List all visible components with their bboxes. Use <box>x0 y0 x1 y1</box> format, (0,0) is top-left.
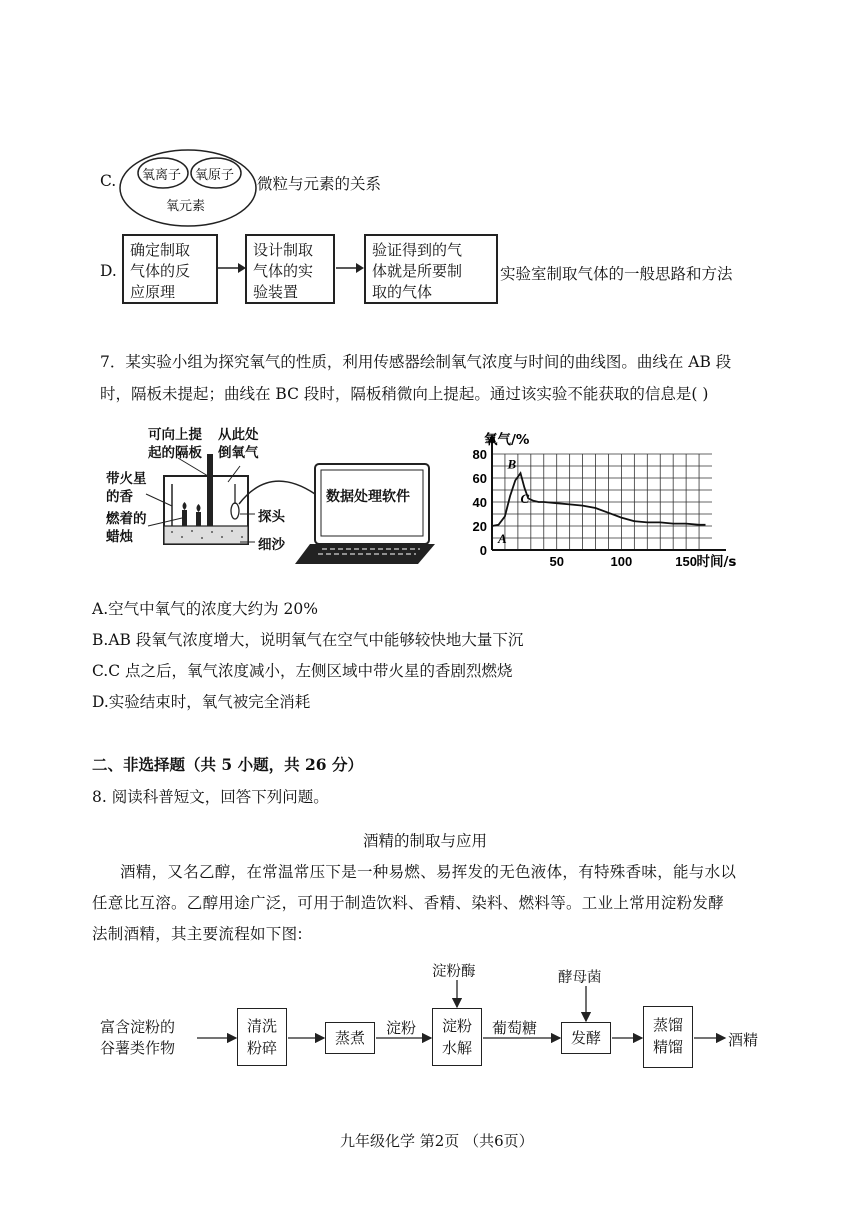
label-line: 精馏 <box>652 1038 683 1056</box>
oxygen-ion-label: 氧离子 <box>142 168 182 183</box>
flow-box-principle <box>122 234 218 304</box>
flow-ferment-box: 发酵 <box>561 1022 611 1054</box>
arrow-right-icon <box>218 262 246 274</box>
box-line: 气体的反 <box>130 262 191 280</box>
flow-cook-box: 蒸煮 <box>325 1022 375 1054</box>
partition-label <box>148 426 202 462</box>
q7-option-a: A.空气中氧气的浓度大约为 20% <box>92 600 318 618</box>
pour-oxygen-label <box>218 426 259 462</box>
y-tick-label: 60 <box>472 471 487 486</box>
label-line: 的香 <box>106 489 133 505</box>
article-title: 酒精的制取与应用 <box>363 832 488 850</box>
label-line: 起的隔板 <box>148 445 202 461</box>
software-label: 数据处理软件 <box>326 489 410 505</box>
arrow-right-icon <box>336 262 364 274</box>
oxygen-element-ellipse <box>118 148 258 228</box>
article-para-line1: 酒精，又名乙醇，在常温常压下是一种易燃、易挥发的无色液体，有特殊香味，能与水以 <box>120 863 737 881</box>
label-line: 带火星 <box>106 471 147 487</box>
flow-glucose-label: 葡萄糖 <box>492 1019 538 1037</box>
oxygen-atom-label: 氧原子 <box>195 168 235 183</box>
x-tick-label: 50 <box>549 554 564 569</box>
flow-start-label <box>100 1017 175 1059</box>
q7-stem-line1: 7．某实验小组为探究氧气的性质，利用传感器绘制氧气浓度与时间的曲线图。曲线在 AB 段 <box>100 353 732 371</box>
x-tick-label: 100 <box>610 554 633 569</box>
y-axis-label: 氧气/% <box>484 432 530 448</box>
article-para-line3: 法制酒精，其主要流程如下图: <box>92 925 303 943</box>
flow-wash-box <box>237 1008 287 1066</box>
sand-label: 细沙 <box>258 537 285 553</box>
q7-option-d: D.实验结束时，氧气被完全消耗 <box>92 693 311 711</box>
candle-label <box>106 510 147 546</box>
q8-stem: 8. 阅读科普短文，回答下列问题。 <box>92 788 329 806</box>
x-axis-label: 时间/s <box>696 554 737 570</box>
incense-label <box>106 470 147 506</box>
y-tick-label: 20 <box>472 519 487 534</box>
label-line: 富含淀粉的 <box>100 1018 176 1036</box>
y-tick-label: 40 <box>472 495 487 510</box>
box-line: 确定制取 <box>130 241 191 259</box>
section-heading: 二、非选择题（共 5 小题，共 26 分） <box>92 755 363 774</box>
oxygen-element-label: 氧元素 <box>166 199 206 214</box>
page-footer: 九年级化学 第2页 （共6页） <box>340 1132 534 1150</box>
label-line: 清洗 <box>246 1017 277 1035</box>
option-d-caption: 实验室制取气体的一般思路和方法 <box>500 265 733 283</box>
option-c-caption: 微粒与元素的关系 <box>257 175 382 193</box>
label-line: 谷薯类作物 <box>100 1039 176 1057</box>
flow-box-device <box>245 234 335 304</box>
point-label-a: A <box>498 530 507 546</box>
box-line: 气体的实 <box>253 262 314 280</box>
point-label-b: B <box>507 456 517 472</box>
q7-option-b: B.AB 段氧气浓度增大，说明氧气在空气中能够较快地大量下沉 <box>92 631 524 649</box>
article-para-line2: 任意比互溶。乙醇用途广泛，可用于制造饮料、香精、染料、燃料等。工业上常用淀粉发酵 <box>92 894 725 912</box>
probe-label: 探头 <box>258 509 285 525</box>
flow-hydrolysis-box <box>432 1008 482 1066</box>
flow-yeast-label: 酵母菌 <box>558 970 602 986</box>
option-d-letter: D. <box>100 262 117 280</box>
option-c-letter: C. <box>100 172 117 190</box>
flow-starch-label: 淀粉 <box>386 1019 417 1037</box>
flow-box-verify <box>364 234 498 304</box>
label-line: 从此处 <box>218 427 259 443</box>
label-line: 倒氧气 <box>218 445 259 461</box>
flow-end-label: 酒精 <box>728 1031 759 1049</box>
box-line: 设计制取 <box>253 241 314 259</box>
q7-stem-line2: 时，隔板未提起；曲线在 BC 段时，隔板稍微向上提起。通过该实验不能获取的信息是( ) <box>100 385 709 403</box>
y-tick-label: 80 <box>472 447 487 462</box>
oxygen-concentration-chart <box>470 422 780 582</box>
x-tick-label: 150 <box>675 554 697 569</box>
label-line: 蜡烛 <box>106 529 133 545</box>
label-line: 淀粉 <box>441 1017 472 1035</box>
flow-enzyme-label: 淀粉酶 <box>432 964 476 980</box>
box-line: 验装置 <box>253 283 299 301</box>
label-line: 可向上提 <box>148 427 202 443</box>
q7-option-c: C.C 点之后，氧气浓度减小，左侧区域中带火星的香剧烈燃烧 <box>92 662 513 680</box>
box-line: 体就是所要制 <box>372 262 463 280</box>
label-line: 蒸馏 <box>652 1016 683 1034</box>
box-line: 取的气体 <box>372 283 433 301</box>
flow-distill-box <box>643 1006 693 1068</box>
label-line: 水解 <box>441 1039 472 1057</box>
box-line: 验证得到的气 <box>372 241 463 259</box>
label-line: 粉碎 <box>246 1039 277 1057</box>
y-tick-label: 0 <box>479 543 487 558</box>
box-line: 应原理 <box>130 283 176 301</box>
point-label-c: C <box>520 491 530 507</box>
label-line: 燃着的 <box>106 511 147 527</box>
